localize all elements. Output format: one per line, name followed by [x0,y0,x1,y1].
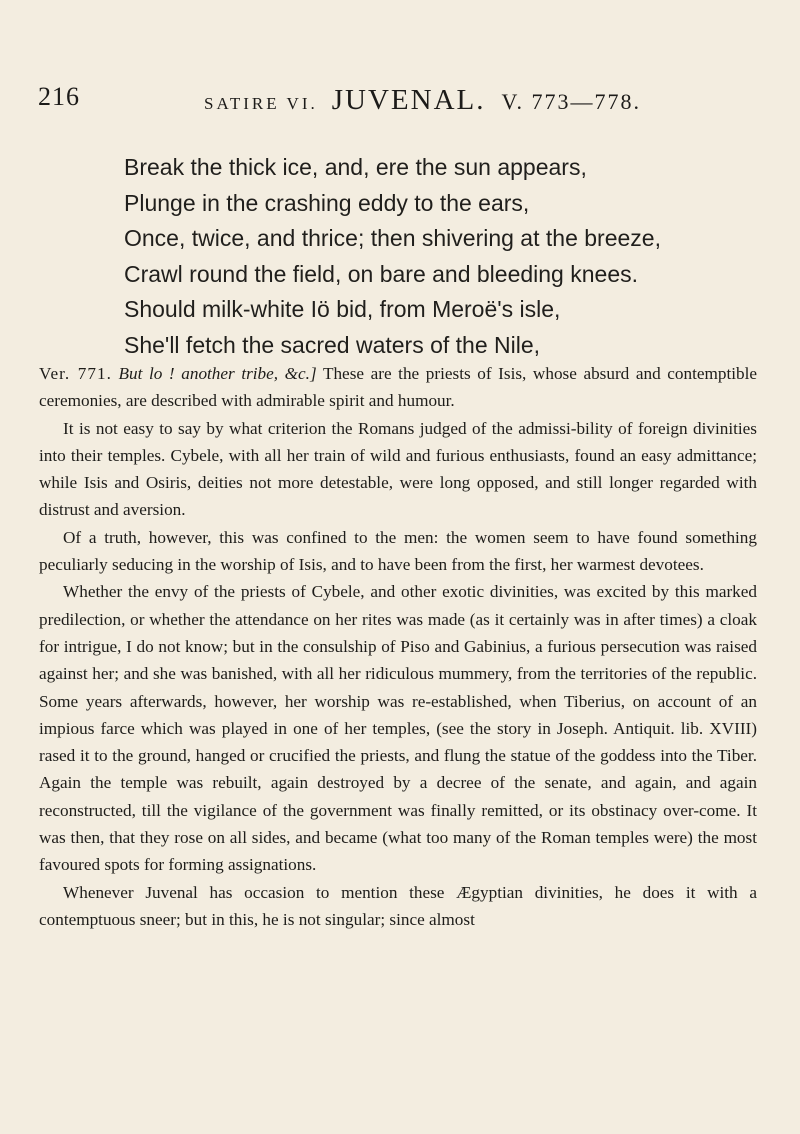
running-header [38,82,740,122]
note-text: These are the priests of Isis, whose absurd and contemptible ceremonies, are described with admirable spirit and humour. [39,364,758,411]
verse-line: Plunge in the crashing eddy to the ears, [124,189,530,216]
note-paragraph: Whenever Juvenal has occasion to mention these Ægyptian divinities, he does it with a contemptuous sneer; but in this, he is not singular; since almost [39,882,757,929]
note-paragraph: Of a truth, however, this was confined to the men: the women seem to have found something peculiarly seducing in the worship of Isis, and to have been from the first, her warmest devotees. [39,527,757,575]
verse-line: She'll fetch the sacred waters of the Nile, [124,331,541,358]
verse-reference: Ver. 771. [39,364,112,383]
note-paragraph: It is not easy to say by what criterion the Romans judged of the admissi-bility of foreign divinities into their temples. Cybele, with all her train of wild and furious enthusiasts, found an easy admittance; while Isis and Osiris, deities not more detestable, were long opposed, and still longer regarded with distrust and aversion. [39,418,757,520]
author-label: JUVENAL. [331,84,486,116]
commentary-notes [39,360,757,933]
note-paragraph [39,360,757,415]
page-number: 216 [38,82,80,111]
verse-line: Should milk-white Iö bid, from Meroë's isle, [124,296,561,322]
note-lemma: But lo ! another tribe, &c.] [118,364,317,383]
note-paragraph: Whether the envy of the priests of Cybele, and other exotic divinities, was excited by this marked predilection, or whether the attendance on her rites was made (as it certainly was in after times) a cloak for intrigue, I do not know; but in the consulship of Piso and Gabinius, a furious persecution was raised against her; and she was banished, with all her ridiculous mummery, from the territories of the republic. Some years afterwards, however, her worship was re-established, when Tiberius, on account of an impious farce which was played in one of her temples, (see the story in Joseph. Antiquit. lib. XVIII) rased it to the ground, hanged or crucified the priests, and flung the statue of the goddess into the Tiber. Again the temple was rebuilt, again destroyed by a decree of the senate, and again, and again reconstructed, till the vigilance of the government was finally remitted, or its obstinacy over-come. It was then, that they rose on all sides, and became (what too many of the Roman temples were) the most favoured spots for forming assignations. [39,582,757,875]
verse-range: V. 773—778. [501,89,642,114]
verse-line: Break the thick ice, and, ere the sun appears, [124,154,587,180]
verse-block [124,150,764,363]
verse-line: Once, twice, and thrice; then shivering at the breeze, [124,225,661,251]
satire-label: SATIRE VI. [204,94,318,113]
running-title [204,84,641,117]
verse-line: Crawl round the field, on bare and bleeding knees. [124,260,639,287]
